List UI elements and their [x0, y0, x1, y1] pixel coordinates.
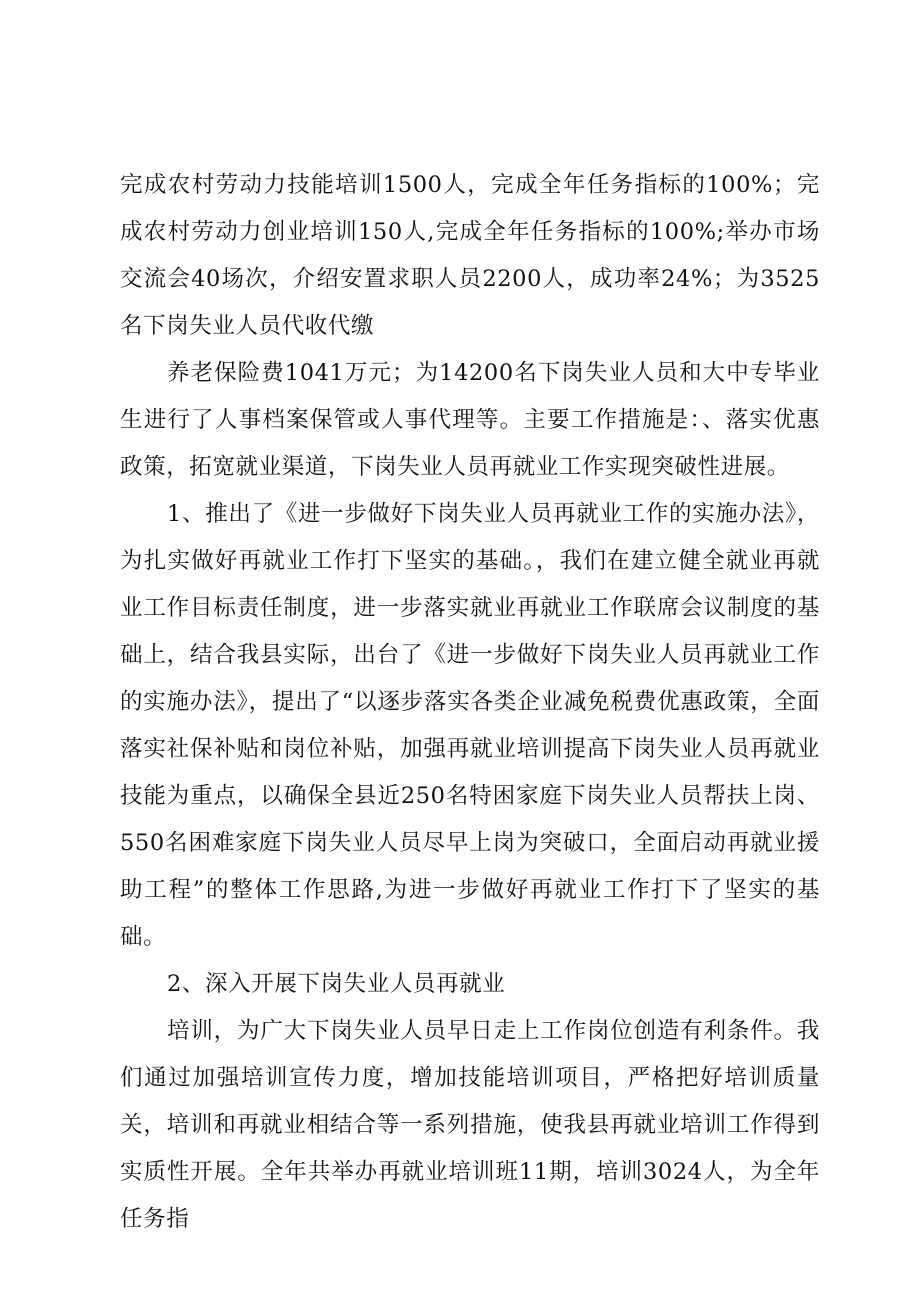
paragraph-pension-insurance: 养老保险费1041万元；为14200名下岗失业人员和大中专毕业生进行了人事档案保管或人事代理等。主要工作措施是：、落实优惠政策，拓宽就业渠道，下岗失业人员再就业工作实现突破性进展。 — [120, 360, 820, 480]
paragraph-implementation-measures: 1、推出了《进一步做好下岗失业人员再就业工作的实施办法》，为扎实做好再就业工作打下坚实的基础。，我们在建立健全就业再就业工作目标责任制度，进一步落实就业再就业工作联席会议制度的基础上，结合我县实际，出台了《进一步做好下岗失业人员再就业工作的实施办法》，提出了“以逐步落实各类企业减免税费优惠政策，全面落实社保补贴和岗位补贴，加强再就业培训提高下岗失业人员再就业技能为重点，以确保全县近250名特困家庭下岗失业人员帮扶上岗、550名困难家庭下岗失业人员尽早上岗为突破口，全面启动再就业援助工程”的整体工作思路,为进一步做好再就业工作打下了坚实的基础。 — [120, 501, 820, 950]
paragraph-section-heading: 2、深入开展下岗失业人员再就业 — [167, 971, 506, 997]
paragraph-training-summary: 完成农村劳动力技能培训1500人，完成全年任务指标的100%；完成农村劳动力创业培训150人,完成全年任务指标的100%;举办市场交流会40场次，介绍安置求职人员2200人，成功率24%；为3525名下岗失业人员代收代缴 — [120, 172, 820, 339]
paragraph-reemployment-training: 培训，为广大下岗失业人员早日走上工作岗位创造有利条件。我们通过加强培训宣传力度，增加技能培训项目，严格把好培训质量关，培训和再就业相结合等一系列措施，使我县再就业培训工作得到实质性开展。全年共举办再就业培训班11期，培训3024人，为全年任务指 — [120, 1018, 820, 1232]
document-body — [120, 162, 820, 1243]
